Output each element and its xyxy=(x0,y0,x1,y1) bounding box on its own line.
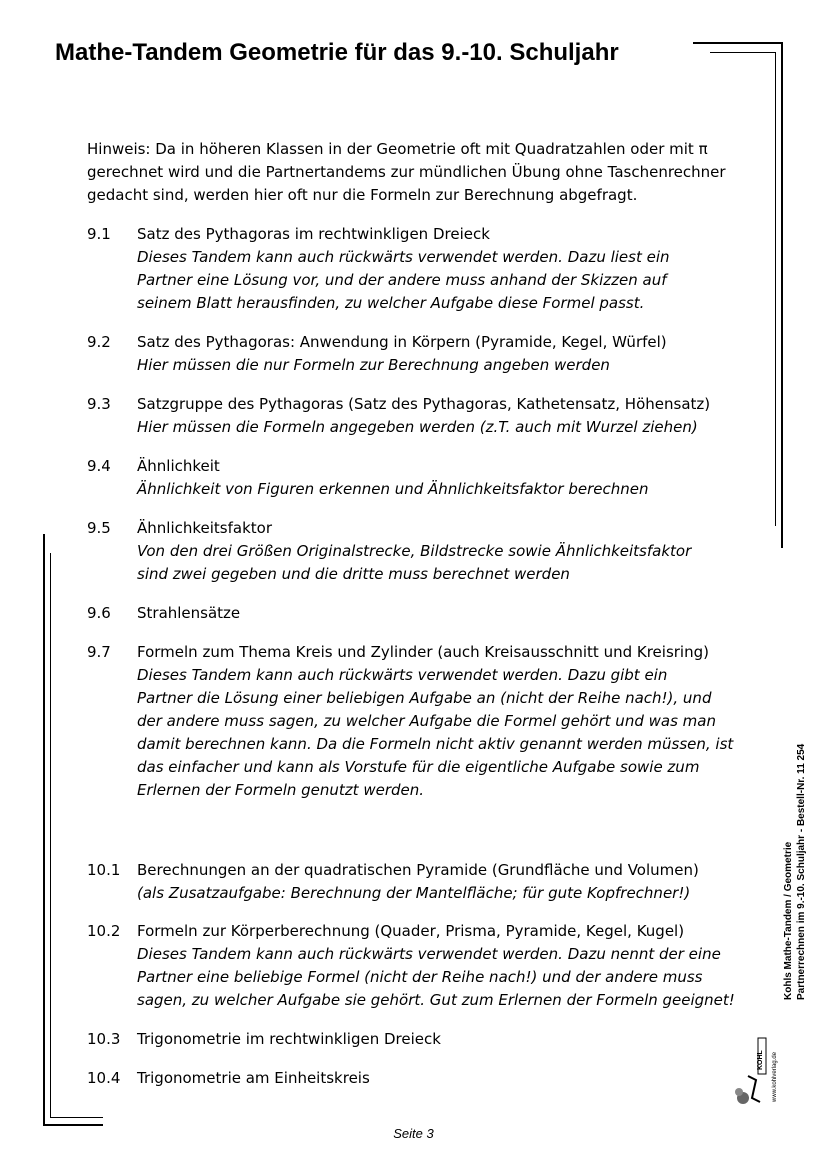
item-heading: Ähnlichkeit xyxy=(137,457,220,475)
item-description-line: (als Zusatzaufgabe: Berechnung der Mantelfläche; für gute Kopfrechner!) xyxy=(137,884,691,902)
logo-url: www.kohlverlag.de xyxy=(772,1051,778,1102)
item-number: 9.5 xyxy=(87,519,111,537)
frame-left-line-inner xyxy=(50,553,51,1118)
item-number: 9.1 xyxy=(87,225,111,243)
item-description-line: Partner die Lösung einer beliebigen Aufgabe an (nicht der Reihe nach!), und xyxy=(137,689,712,707)
item-description-line: damit berechnen kann. Da die Formeln nicht aktiv genannt werden müssen, ist xyxy=(137,735,734,753)
frame-top-line-inner xyxy=(710,52,776,53)
page-title: Mathe-Tandem Geometrie für das 9.-10. Schuljahr xyxy=(55,39,619,66)
page-number: Seite 3 xyxy=(393,1126,434,1141)
item-number: 9.7 xyxy=(87,643,111,661)
item-description-line: Dieses Tandem kann auch rückwärts verwendet werden. Dazu nennt der eine xyxy=(137,945,721,963)
side-imprint-line-1: Kohls Mathe-Tandem / Geometrie xyxy=(783,841,794,1000)
item-number: 9.3 xyxy=(87,395,111,413)
item-number: 9.6 xyxy=(87,604,111,622)
item-description-line: der andere muss sagen, zu welcher Aufgabe die Formel gehört und was man xyxy=(137,712,716,730)
item-description-line: Hier müssen die Formeln angegeben werden (z.T. auch mit Wurzel ziehen) xyxy=(137,418,698,436)
item-number: 10.4 xyxy=(87,1069,121,1087)
item-description-line: Partner eine Lösung vor, und der andere muss anhand der Skizzen auf xyxy=(137,271,667,289)
item-heading: Ähnlichkeitsfaktor xyxy=(137,519,272,537)
item-description-line: Von den drei Größen Originalstrecke, Bildstrecke sowie Ähnlichkeitsfaktor xyxy=(137,542,692,560)
item-description-line: das einfacher und kann als Vorstufe für die eigentliche Aufgabe sowie zum xyxy=(137,758,700,776)
frame-right-line-outer xyxy=(781,42,783,548)
item-description-line: Erlernen der Formeln genutzt werden. xyxy=(137,781,425,799)
item-description-line: Dieses Tandem kann auch rückwärts verwendet werden. Dazu liest ein xyxy=(137,248,670,266)
publisher-logo xyxy=(734,1036,768,1106)
item-description-line: Dieses Tandem kann auch rückwärts verwendet werden. Dazu gibt ein xyxy=(137,666,668,684)
item-heading: Trigonometrie am Einheitskreis xyxy=(137,1069,370,1087)
item-heading: Formeln zum Thema Kreis und Zylinder (auch Kreisausschnitt und Kreisring) xyxy=(137,643,709,661)
item-number: 9.2 xyxy=(87,333,111,351)
item-number: 9.4 xyxy=(87,457,111,475)
side-imprint-line-2: Partnerrechnen im 9.-10. Schuljahr - Bestell-Nr. 11 254 xyxy=(796,743,807,1000)
item-heading: Formeln zur Körperberechnung (Quader, Prisma, Pyramide, Kegel, Kugel) xyxy=(137,922,685,940)
intro-note: Hinweis: Da in höheren Klassen in der Geometrie oft mit Quadratzahlen oder mit π gerechnet wird und die Partnertandems zur mündlichen Übung ohne Taschenrechner gedacht sind, werden hier oft nur die Formeln zur Berechnung abgefragt. xyxy=(87,140,726,204)
item-description-line: Hier müssen die nur Formeln zur Berechnung angeben werden xyxy=(137,356,610,374)
item-heading: Satz des Pythagoras im rechtwinkligen Dreieck xyxy=(137,225,490,243)
item-heading: Berechnungen an der quadratischen Pyramide (Grundfläche und Volumen) xyxy=(137,861,699,879)
item-heading: Satzgruppe des Pythagoras (Satz des Pythagoras, Kathetensatz, Höhensatz) xyxy=(137,395,711,413)
item-description-line: seinem Blatt herausfinden, zu welcher Aufgabe diese Formel passt. xyxy=(137,294,645,312)
frame-bottom-line-inner xyxy=(50,1117,103,1118)
item-heading: Satz des Pythagoras: Anwendung in Körpern (Pyramide, Kegel, Würfel) xyxy=(137,333,667,351)
item-description-line: Partner eine beliebige Formel (nicht der Reihe nach!) und der andere muss xyxy=(137,968,703,986)
frame-top-line-outer xyxy=(693,42,783,44)
item-description-line: sind zwei gegeben und die dritte muss berechnet werden xyxy=(137,565,570,583)
item-number: 10.2 xyxy=(87,922,121,940)
item-number: 10.3 xyxy=(87,1030,121,1048)
frame-left-line-outer xyxy=(43,534,45,1126)
item-heading: Strahlensätze xyxy=(137,604,241,622)
item-description-line: sagen, zu welcher Aufgabe sie gehört. Gut zum Erlernen der Formeln geeignet! xyxy=(137,991,735,1009)
item-number: 10.1 xyxy=(87,861,121,879)
logo-brand: KOHL xyxy=(757,1050,764,1070)
item-description-line: Ähnlichkeit von Figuren erkennen und Ähnlichkeitsfaktor berechnen xyxy=(137,480,649,498)
frame-right-line-inner xyxy=(775,52,776,526)
item-heading: Trigonometrie im rechtwinkligen Dreieck xyxy=(137,1030,441,1048)
